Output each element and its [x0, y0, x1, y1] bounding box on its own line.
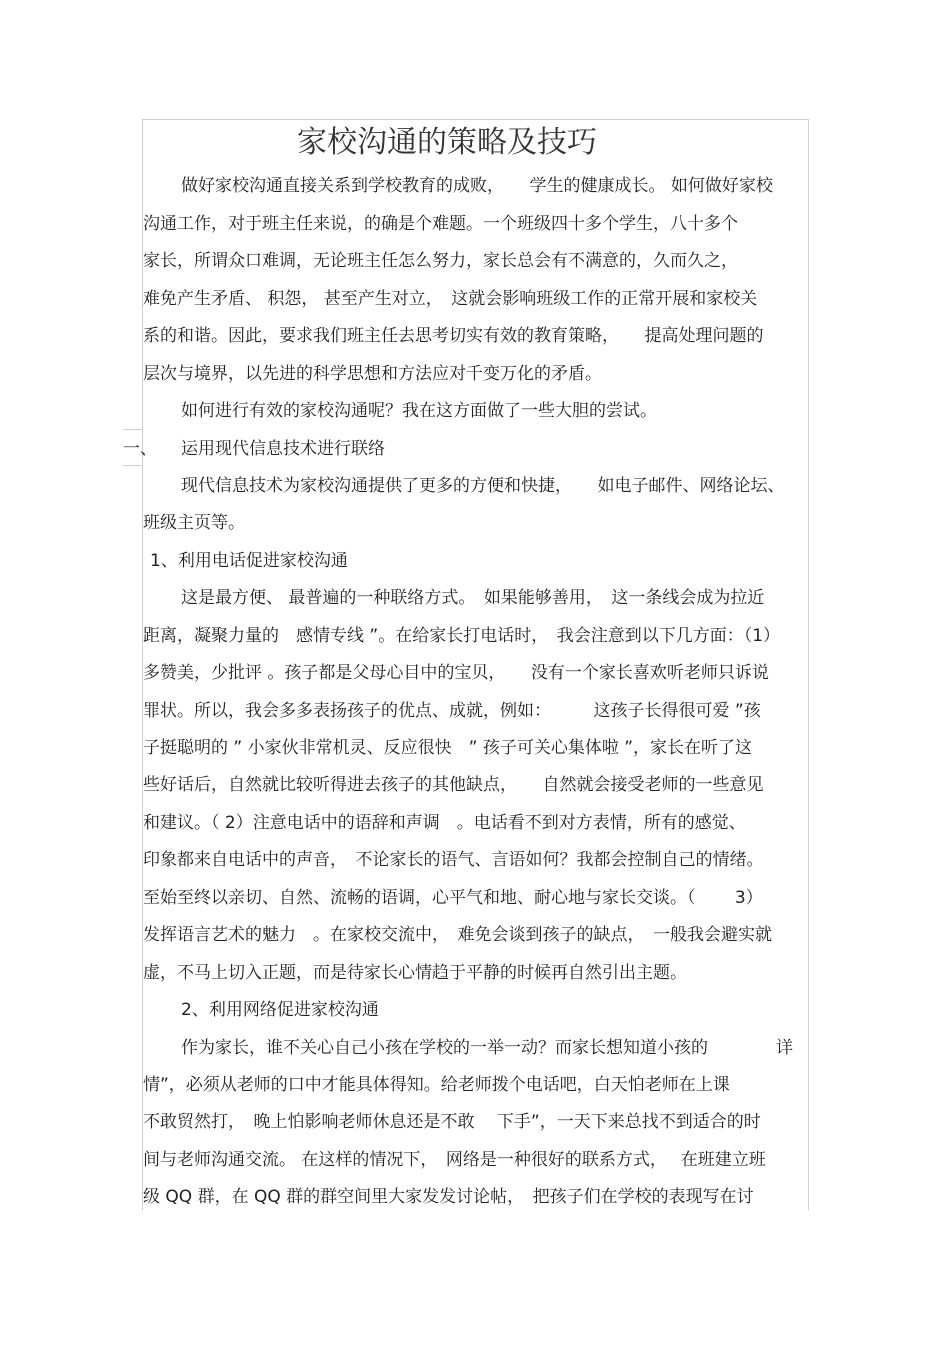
paragraph-line: 系的和谐。因此，要求我们班主任去思考切实有效的教育策略， 提高处理问题的 [143, 326, 764, 346]
paragraph-line: 做好家校沟通直接关系到学校教育的成败， 学生的健康成长。 如何做好家校 [181, 176, 773, 196]
paragraph-line: 不敢贸然打， 晚上怕影响老师休息还是不敢 下手”，一天下来总找不到适合的时 [143, 1112, 761, 1132]
document-title: 家校沟通的策略及技巧 [297, 125, 597, 160]
paragraph-line: 情”，必须从老师的口中才能具体得知。给老师拨个电话吧，白天怕老师在上课 [143, 1075, 730, 1095]
paragraph-line: 如何进行有效的家校沟通呢？我在这方面做了一些大胆的尝试。 [181, 401, 657, 421]
paragraph-line: 难免产生矛盾、 积怨， 甚至产生对立， 这就会影响班级工作的正常开展和家校关 [143, 289, 758, 309]
paragraph-line: 班级主页等。 [143, 513, 245, 533]
paragraph-line: 层次与境界，以先进的科学思想和方法应对千变万化的矛盾。 [143, 364, 602, 384]
margin-tick [123, 465, 143, 466]
paragraph-line: 和建议。（ 2）注意电话中的语辞和声调 。电话看不到对方表情，所有的感觉、 [143, 813, 746, 833]
paragraph-line: 虚，不马上切入正题，而是待家长心情趋于平静的时候再自然引出主题。 [143, 963, 687, 983]
paragraph-line: 至始至终以亲切、自然、流畅的语调，心平气和地、耐心地与家长交谈。（ 3） [143, 888, 763, 908]
margin-tick [123, 429, 143, 430]
paragraph-line: 罪状。所以，我会多多表扬孩子的优点、成就，例如： 这孩子长得很可爱 ”孩 [143, 701, 761, 721]
subsection-heading: 1、利用电话促进家校沟通 [150, 551, 348, 571]
section-heading: 运用现代信息技术进行联络 [181, 439, 385, 459]
paragraph-line: 沟通工作，对于班主任来说，的确是个难题。一个班级四十多个学生，八十多个 [143, 214, 738, 234]
paragraph-line: 些好话后，自然就比较听得进去孩子的其他缺点， 自然就会接受老师的一些意见 [143, 775, 764, 795]
paragraph-line: 发挥语言艺术的魅力 。在家校交流中， 难免会谈到孩子的缺点， 一般我会避实就 [143, 925, 772, 945]
paragraph-line: 印象都来自电话中的声音， 不论家长的语气、言语如何？我都会控制自己的情绪。 [143, 850, 764, 870]
paragraph-line: 级 QQ 群，在 QQ 群的群空间里大家发发讨论帖， 把孩子们在学校的表现写在讨 [143, 1187, 754, 1207]
paragraph-line: 作为家长，谁不关心自己小孩在学校的一举一动？而家长想知道小孩的 详 [181, 1038, 793, 1058]
paragraph-line: 间与老师沟通交流。 在这样的情况下， 网络是一种很好的联系方式， 在班建立班 [143, 1150, 766, 1170]
subsection-heading: 2、利用网络促进家校沟通 [181, 1000, 379, 1020]
paragraph-line: 多赞美，少批评 。孩子都是父母心目中的宝贝， 没有一个家长喜欢听老师只诉说 [143, 663, 769, 683]
paragraph-line: 距离，凝聚力量的 感情专线 ”。在给家长打电话时， 我会注意到以下几方面：（1） [143, 626, 781, 646]
paragraph-line: 这是最方便、 最普遍的一种联络方式。 如果能够善用， 这一条线会成为拉近 [181, 588, 765, 608]
paragraph-line: 家长，所谓众口难调，无论班主任怎么努力，家长总会有不满意的，久而久之， [143, 251, 738, 271]
section-heading-number: 一、 [123, 439, 157, 459]
paragraph-line: 子挺聪明的 ” 小家伙非常机灵、反应很快 ” 孩子可关心集体啦 ”，家长在听了这 [143, 738, 753, 758]
paragraph-line: 现代信息技术为家校沟通提供了更多的方便和快捷， 如电子邮件、网络论坛、 [181, 476, 785, 496]
